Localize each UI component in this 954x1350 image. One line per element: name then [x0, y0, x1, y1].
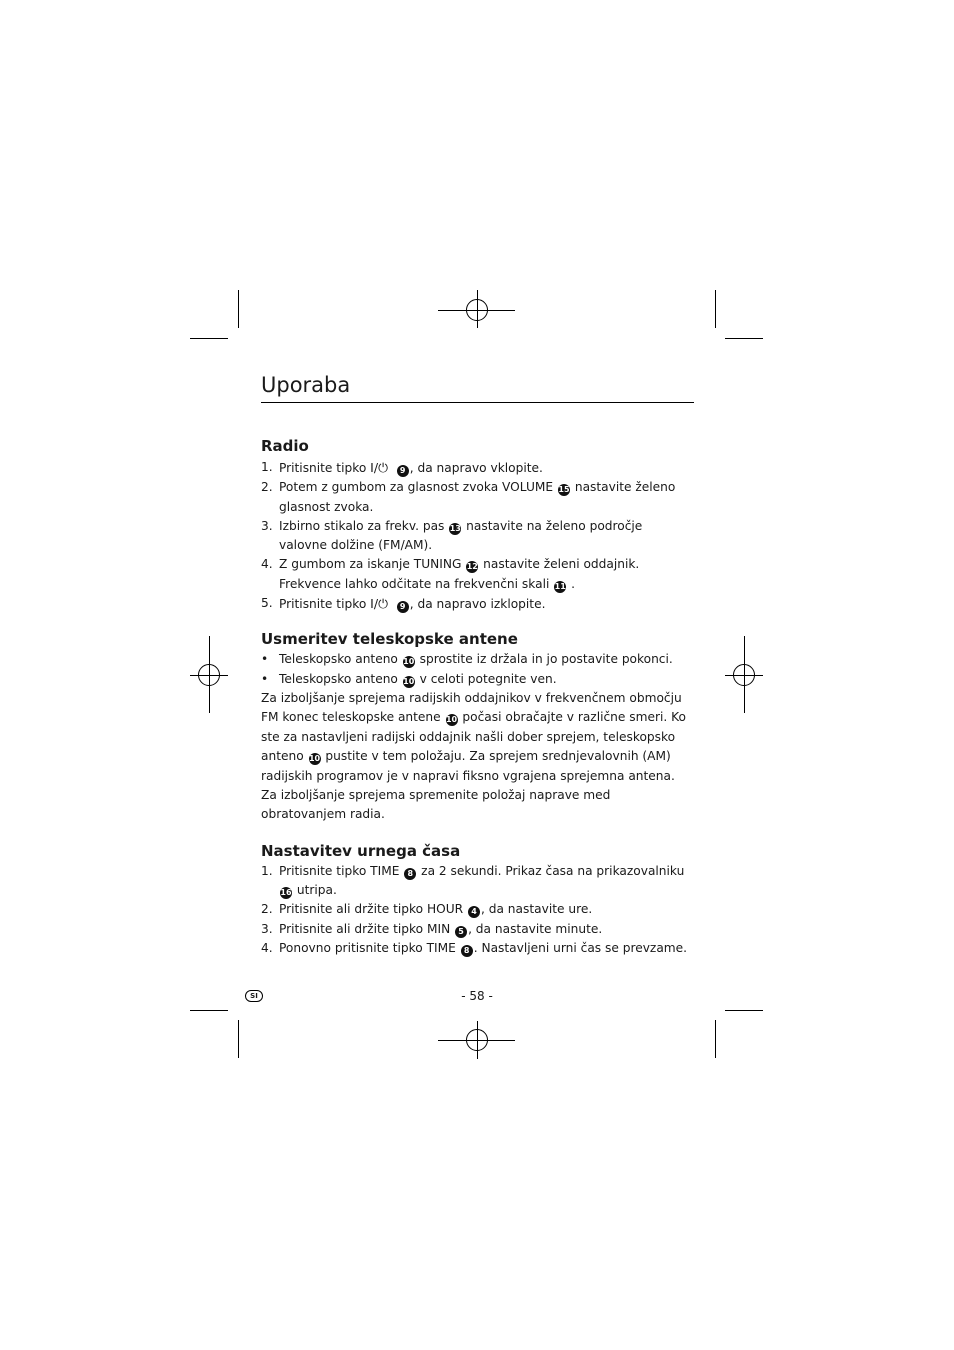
part-number-badge: 9	[397, 465, 409, 477]
step-text: Pritisnite tipko	[279, 597, 371, 612]
antenna-bullets	[261, 650, 694, 689]
step-text: za 2 sekundi. Prikaz časa na prikazovalniku	[417, 863, 685, 878]
step-text: , da nastavite ure.	[480, 902, 593, 917]
list-item	[261, 939, 694, 958]
crop-mark	[238, 1020, 239, 1058]
part-number-badge: 11	[554, 581, 566, 591]
list-item	[261, 650, 694, 669]
part-number-badge: 12	[466, 562, 478, 572]
part-number-badge: 10	[308, 754, 321, 764]
paragraph-text: Za izboljšanje sprejema radijskih oddajnikov v frekvenčnem območju FM konec teleskopske antene	[261, 690, 682, 725]
part-number-badge: 9	[397, 601, 409, 613]
antenna-paragraph	[261, 689, 694, 825]
section-title-antenna: Usmeritev teleskopske antene	[261, 630, 518, 649]
part-number-badge: 15	[558, 485, 570, 495]
step-text: , da nastavite minute.	[468, 921, 603, 936]
step-text: nastavite želeno glasnost zvoka.	[279, 480, 676, 514]
crop-mark	[715, 1020, 716, 1058]
step-text: Frekvence lahko odčitate na frekvenčni skali	[279, 576, 554, 591]
step-text: Izbirno stikalo za frekv. pas	[279, 518, 449, 533]
step-text: utripa.	[293, 883, 337, 898]
step-text: .	[567, 576, 575, 591]
part-number-badge: 10	[445, 715, 458, 725]
list-item	[261, 458, 694, 478]
list-item	[261, 517, 694, 556]
part-number-badge: 8	[461, 945, 473, 957]
step-text: Pritisnite tipko TIME	[279, 863, 404, 878]
step-text: Z gumbom za iskanje TUNING	[279, 557, 466, 572]
bullet-text: Teleskopsko anteno	[279, 652, 402, 667]
list-item	[261, 862, 694, 901]
list-item	[261, 478, 694, 517]
crop-mark	[715, 290, 716, 328]
page-number: - 58 -	[461, 989, 493, 1003]
part-number-badge: 5	[455, 926, 467, 938]
step-number: 1.	[261, 460, 273, 474]
registration-circle	[733, 664, 755, 686]
step-number: 4.	[261, 557, 273, 572]
list-item	[261, 920, 694, 939]
crop-mark	[725, 1010, 763, 1011]
part-number-badge: 10	[403, 676, 415, 686]
list-item	[261, 670, 694, 689]
bullet-text: sprostite iz držala in jo postavite pokonci.	[415, 652, 673, 667]
registration-circle	[466, 299, 488, 321]
part-number-badge: 10	[403, 657, 415, 667]
step-text: Ponovno pritisnite tipko TIME	[279, 941, 460, 955]
language-badge: SI	[245, 990, 263, 1002]
part-number-badge: 8	[404, 868, 416, 880]
step-text: Pritisnite tipko	[279, 461, 371, 475]
step-number: 2.	[261, 480, 273, 495]
step-number: 4.	[261, 941, 273, 955]
step-text: nastavite želeni oddajnik.	[479, 557, 640, 572]
crop-mark	[238, 290, 239, 328]
step-number: 5.	[261, 596, 273, 611]
step-text: . Nastavljeni urni čas se prevzame.	[473, 941, 688, 955]
step-number: 3.	[261, 518, 273, 533]
paragraph-text: pustite v tem položaju. Za sprejem srednjevalovnih (AM) radijskih programov je v napravi fiksno vgrajena sprejemna antena. Za izboljšanje sprejema spremenite položaj naprave med obratovanjem radia.	[261, 749, 675, 822]
crop-mark	[190, 1010, 228, 1011]
power-button-symbol: I/⏻	[370, 460, 388, 475]
step-text: , da napravo izklopite.	[409, 597, 546, 612]
page-title: Uporaba	[261, 370, 694, 403]
part-number-badge: 13	[449, 523, 461, 533]
radio-steps	[261, 458, 694, 614]
list-item	[261, 594, 694, 614]
paragraph-text: počasi obračajte v različne smeri. Ko ste za nastavljeni radijski oddajnik našli dober sprejem, teleskopsko anteno	[261, 710, 686, 764]
step-text: , da napravo vklopite.	[409, 461, 543, 475]
registration-circle	[198, 664, 220, 686]
part-number-badge: 16	[280, 888, 292, 898]
list-item	[261, 900, 694, 919]
bullet-text: v celoti potegnite ven.	[415, 671, 557, 686]
list-item	[261, 555, 694, 594]
step-text: Pritisnite ali držite tipko HOUR	[279, 902, 467, 917]
step-number: 3.	[261, 921, 273, 936]
clock-steps	[261, 862, 694, 958]
registration-circle	[466, 1029, 488, 1051]
crop-mark	[190, 338, 228, 339]
section-title-radio: Radio	[261, 437, 309, 455]
bullet: •	[261, 671, 269, 686]
power-button-symbol: I/⏻	[370, 596, 388, 612]
step-number: 2.	[261, 902, 273, 917]
part-number-badge: 4	[468, 906, 480, 918]
step-text: nastavite na želeno področje valovne dolžine (FM/AM).	[279, 518, 643, 553]
step-text: Pritisnite ali držite tipko MIN	[279, 921, 455, 936]
bullet: •	[261, 652, 269, 667]
section-title-clock: Nastavitev urnega časa	[261, 841, 461, 860]
step-number: 1.	[261, 863, 273, 878]
page-content	[261, 370, 694, 958]
step-text: Potem z gumbom za glasnost zvoka VOLUME	[279, 480, 557, 495]
bullet-text: Teleskopsko anteno	[279, 671, 402, 686]
crop-mark	[725, 338, 763, 339]
